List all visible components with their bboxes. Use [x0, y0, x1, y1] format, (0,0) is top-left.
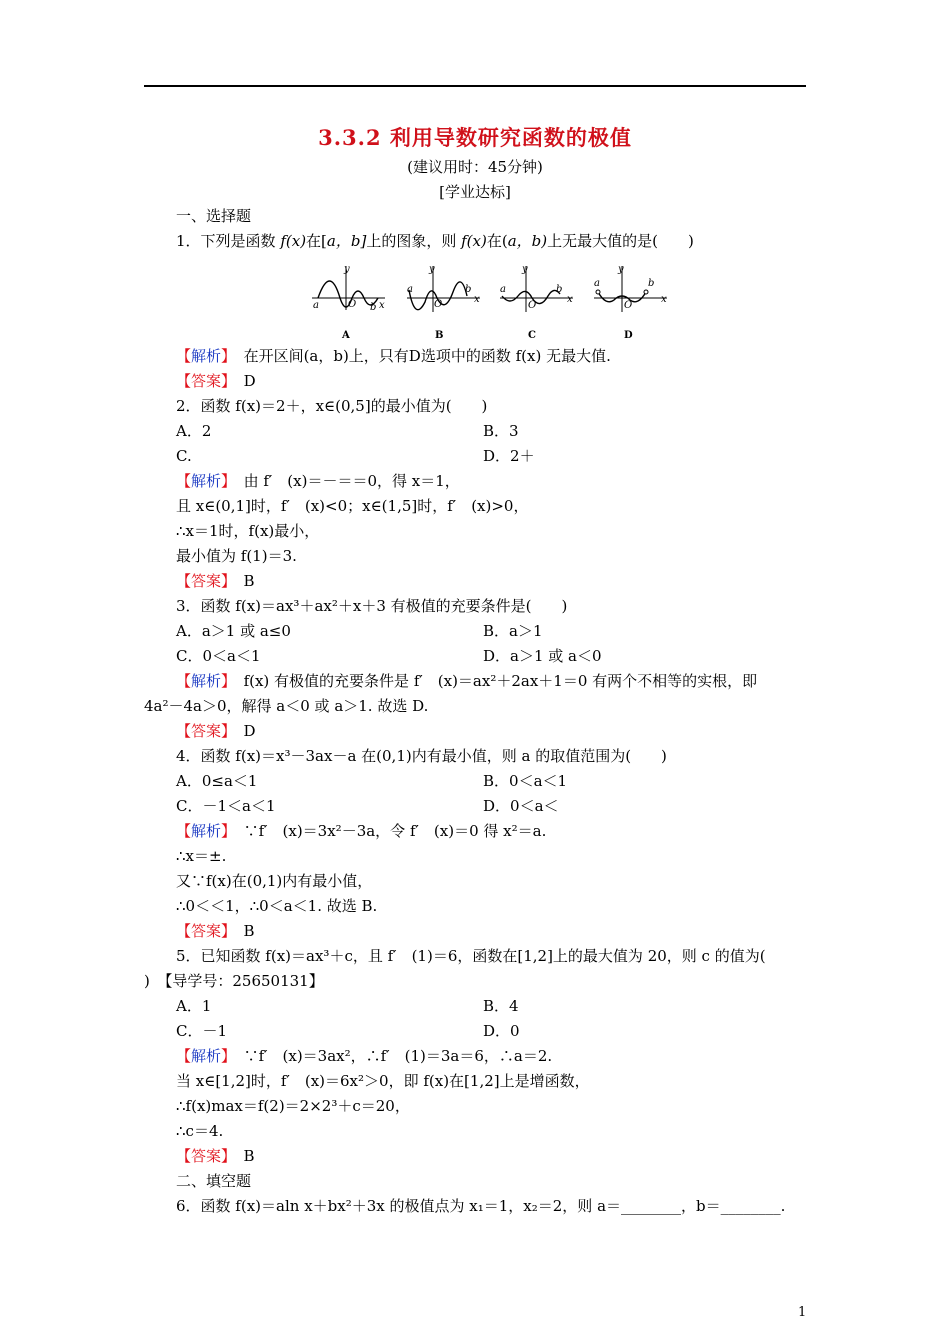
graph-d-b: b: [648, 278, 655, 289]
graph-d-x: x: [661, 294, 667, 305]
graph-b-a: a: [407, 284, 413, 295]
q1-graphs: [310, 262, 670, 342]
q3-opt-d: D．a＞1 或 a＜0: [483, 647, 602, 665]
q5-stem2: ) 【导学号：25650131】: [144, 972, 324, 990]
graph-a-a: a: [313, 300, 319, 311]
q2-opt-b: B．3: [483, 422, 519, 440]
q2-answer: 【答案】 B: [176, 572, 255, 590]
q4-opt-b: B．0＜a＜1: [483, 772, 568, 790]
graph-c-axis-y: y: [522, 264, 528, 275]
graph-b-o: O: [434, 299, 443, 310]
graph-b-label: B: [435, 330, 444, 341]
q4-line3: 又∵f(x)在(0,1)内有最小值，: [176, 872, 373, 890]
q3-opt-c: C．0＜a＜1: [176, 647, 261, 665]
graph-c-a: a: [500, 284, 506, 295]
q4-opt-a: A．0≤a＜1: [176, 772, 258, 790]
q2-line2: 且 x∈(0,1]时，f′ (x)<0；x∈(1,5]时，f′ (x)>0，: [176, 497, 529, 515]
q3-opt-a: A．a＞1 或 a≤0: [176, 622, 291, 640]
q5-opt-a: A．1: [176, 997, 212, 1015]
q5-analysis: 【解析】 ∵f′ (x)＝3ax²，∴f′ (1)＝3a＝6，∴a＝2.: [176, 1047, 553, 1065]
page-title: 3.3.2 利用导数研究函数的极值: [318, 125, 632, 150]
q2-stem: 2．函数 f(x)＝2＋，x∈(0,5]的最小值为( ): [176, 397, 488, 415]
graph-d-label: D: [624, 330, 633, 341]
q5-line2: 当 x∈[1,2]时，f′ (x)＝6x²＞0，即 f(x)在[1,2]上是增函数，: [176, 1072, 590, 1090]
graph-a-o: O: [348, 299, 357, 310]
graph-c-x: x: [567, 294, 573, 305]
graph-a-x: x: [379, 300, 385, 311]
q4-opt-d: D．0＜a＜: [483, 797, 559, 815]
graph-c-b: b: [556, 284, 563, 295]
q5-line3: ∴f(x)max＝f(2)＝2×2³＋c＝20，: [176, 1097, 410, 1115]
graph-c-o: O: [528, 300, 537, 311]
q5-opt-b: B．4: [483, 997, 519, 1015]
q3-answer: 【答案】 D: [176, 722, 256, 740]
graph-d-a: a: [594, 278, 600, 289]
subtitle: (建议用时：45分钟): [407, 158, 543, 176]
graph-a-axis-y: y: [344, 264, 350, 275]
q5-opt-d: D．0: [483, 1022, 520, 1040]
q4-answer: 【答案】 B: [176, 922, 255, 940]
q2-analysis: 【解析】 由 f′ (x)＝－＝＝0，得 x＝1，: [176, 472, 460, 490]
part2-heading: 二、填空题: [176, 1172, 252, 1190]
q3-opt-b: B．a＞1: [483, 622, 543, 640]
graph-a: [312, 264, 385, 341]
q4-stem: 4．函数 f(x)＝x³－3ax－a 在(0,1)内有最小值，则 a 的取值范围为( ): [176, 747, 667, 765]
graph-d: [594, 264, 667, 341]
q6-stem: 6．函数 f(x)＝aln x＋bx²＋3x 的极值点为 x₁＝1，x₂＝2，则 a＝________，b＝________.: [176, 1197, 786, 1215]
q4-line4: ∴0＜＜1，∴0＜a＜1. 故选 B.: [176, 897, 378, 915]
graph-c: [500, 264, 573, 341]
q4-opt-c: C．－1＜a＜1: [176, 797, 276, 815]
section-tag: [学业达标]: [439, 183, 511, 201]
part1-heading: 一、选择题: [176, 207, 252, 225]
q3-analysis: 【解析】 f(x) 有极值的充要条件是 f′ (x)＝ax²＋2ax＋1＝0 有两个不相等的实根，即: [176, 672, 758, 690]
q3-stem: 3．函数 f(x)＝ax³＋ax²＋x＋3 有极值的充要条件是( ): [176, 597, 568, 615]
q2-opt-a: A．2: [176, 422, 212, 440]
graph-d-axis-y: y: [618, 264, 624, 275]
q4-analysis: 【解析】 ∵f′ (x)＝3x²－3a，令 f′ (x)＝0 得 x²＝a.: [176, 822, 547, 840]
q5-stem: 5．已知函数 f(x)＝ax³＋c，且 f′ (1)＝6，函数在[1,2]上的最大值为 20，则 c 的值为(: [176, 947, 766, 965]
q5-line4: ∴c＝4.: [176, 1122, 224, 1140]
q1-answer: 【答案】 D: [176, 372, 256, 390]
graph-b: [407, 264, 480, 341]
q1-stem: 1．下列是函数 f(x)在[a，b]上的图象，则 f(x)在(a，b)上无最大值的是( ): [176, 232, 694, 250]
q4-line2: ∴x＝±.: [176, 847, 227, 865]
graph-c-label: C: [528, 330, 536, 341]
graph-b-x: x: [474, 294, 480, 305]
graph-b-b: b: [465, 284, 472, 295]
q5-opt-c: C．－1: [176, 1022, 228, 1040]
q2-line3: ∴x＝1时，f(x)最小，: [176, 522, 320, 540]
graph-d-o: O: [624, 300, 633, 311]
graph-b-axis-y: y: [429, 264, 435, 275]
header-rule: [144, 85, 806, 87]
q2-line4: 最小值为 f(1)＝3.: [176, 547, 297, 565]
page-number: 1: [798, 1305, 807, 1320]
graph-a-b: b: [370, 302, 377, 313]
graph-a-label: A: [342, 330, 350, 341]
q1-analysis: 【解析】 在开区间(a，b)上，只有D选项中的函数 f(x) 无最大值.: [176, 347, 611, 365]
q2-opt-c: C.: [176, 447, 192, 465]
q5-answer: 【答案】 B: [176, 1147, 255, 1165]
q2-opt-d: D．2＋: [483, 447, 535, 465]
q3-line2: 4a²－4a＞0，解得 a＜0 或 a＞1. 故选 D.: [144, 697, 429, 715]
